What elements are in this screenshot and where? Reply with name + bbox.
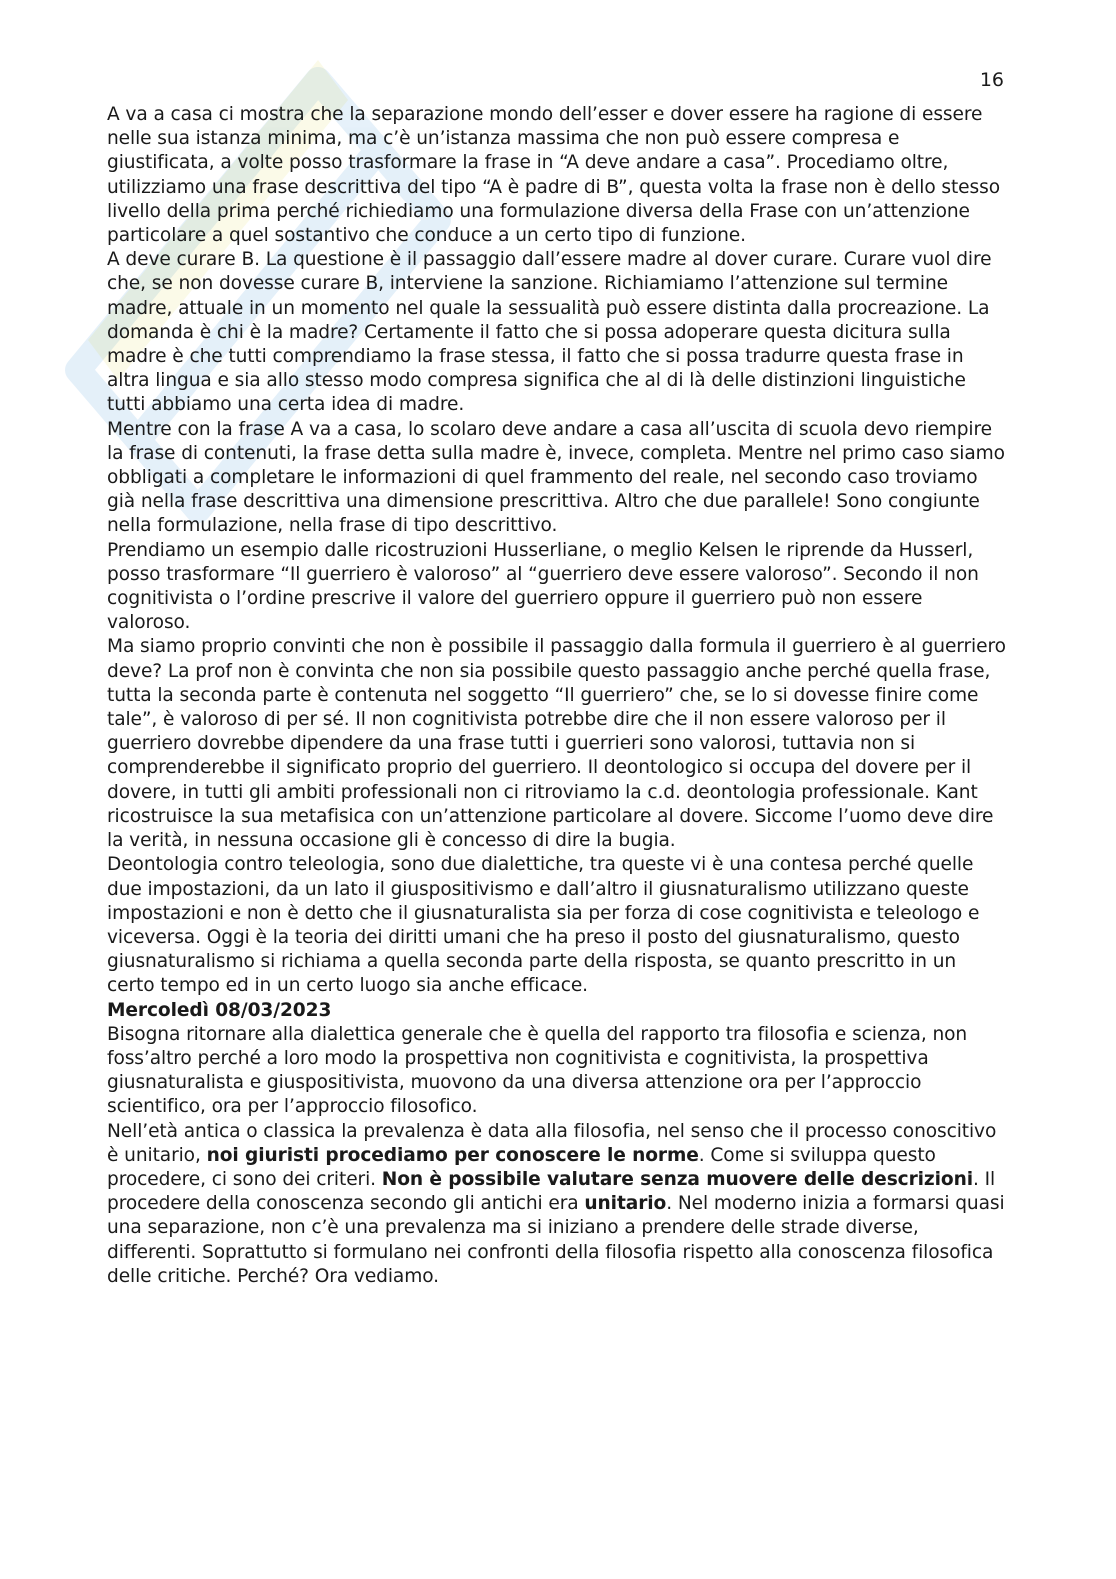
paragraph: Ma siamo proprio convinti che non è possibile il passaggio dalla formula il guerriero è al guerriero deve? La prof non è convinta che non sia possibile questo passaggio anche perché quella frase, tutta la seconda parte è contenuta nel soggetto “Il guerriero” che, se lo si dovesse finire come tale”, è valoroso di per sé. Il non cognitivista potrebbe dire che il non essere valoroso per il guerriero dovrebbe dipendere da una frase tutti i guerrieri sono valorosi, tuttavia non si comprenderebbe il significato proprio del guerriero. Il deontologico si occupa del dovere per il dovere, in tutti gli ambiti professionali non ci ritroviamo la c.d. deontologia professionale. Kant ricostruisce la sua metafisica con un’attenzione particolare al dovere. Siccome l’uomo deve dire la verità, in nessuna occasione gli è concesso di dire la bugia. (107, 636, 1006, 852)
text-run: Nell’età antica o classica la prevalenza è data alla filosofia, nel senso che il processo conoscitivo è unitario, (107, 1120, 997, 1166)
document-body (107, 103, 1007, 1289)
bold-text: Non è possibile valutare senza muovere delle descrizioni (381, 1168, 974, 1190)
paragraph: Deontologia contro teleologia, sono due dialettiche, tra queste vi è una contesa perché quelle due impostazioni, da un lato il giuspositivismo e dall’altro il giusnaturalismo utilizzano queste impostazioni e non è detto che il giusnaturalista sia per forza di cose cognitivista e teleologo e viceversa. Oggi è la teoria dei diritti umani che ha preso il posto del giusnaturalismo, questo giusnaturalismo si richiama a quella seconda parte della risposta, se quanto prescritto in un certo tempo ed in un certo luogo sia anche efficace. (107, 854, 980, 997)
paragraph (107, 1120, 1007, 1289)
section-heading: Mercoledì 08/03/2023 (107, 999, 332, 1021)
paragraph: Bisogna ritornare alla dialettica generale che è quella del rapporto tra filosofia e scienza, non foss’altro perché a loro modo la prospettiva non cognitivista e cognitivista, la prospettiva giusnaturalista e giuspositivista, muovono da una diversa attenzione ora per l’approccio scientifico, ora per l’approccio filosofico. (107, 1023, 968, 1118)
paragraph: Mentre con la frase A va a casa, lo scolaro deve andare a casa all’uscita di scuola devo riempire la frase di contenuti, la frase detta sulla madre è, invece, completa. Mentre nel primo caso siamo obbligati a completare le informazioni di quel frammento del reale, nel secondo caso troviamo già nella frase descrittiva una dimensione prescrittiva. Altro che due parallele! Sono congiunte nella formulazione, nella frase di tipo descrittivo. (107, 418, 1005, 537)
paragraph: Prendiamo un esempio dalle ricostruzioni Husserliane, o meglio Kelsen le riprende da Husserl, posso trasformare “Il guerriero è valoroso” al “guerriero deve essere valoroso”. Secondo il non cognitivista o l’ordine prescrive il valore del guerriero oppure il guerriero può non essere valoroso. (107, 539, 979, 634)
paragraph: A deve curare B. La questione è il passaggio dall’essere madre al dover curare. Curare vuol dire che, se non dovesse curare B, interviene la sanzione. Richiamiamo l’attenzione sul termine madre, attuale in un momento nel quale la sessualità può essere distinta dalla procreazione. La domanda è chi è la madre? Certamente il fatto che si possa adoperare questa dicitura sulla madre è che tutti comprendiamo la frase stessa, il fatto che si possa tradurre questa frase in altra lingua e sia allo stesso modo compresa significa che al di là delle distinzioni linguistiche tutti abbiamo una certa idea di madre. (107, 249, 992, 416)
bold-text: unitario (584, 1193, 667, 1215)
page-number: 16 (979, 69, 1004, 91)
text-run: . Il procedere della conoscenza secondo gli antichi era (107, 1168, 996, 1215)
text-run: . Nel moderno inizia a formarsi quasi una separazione, non c’è una prevalenza ma si iniziano a prendere delle strade diverse, differenti. Soprattutto si formulano nei confronti della filosofia rispetto alla conoscenza filosofica delle critiche. Perché? Ora vediamo. (107, 1193, 1005, 1287)
bold-text: noi giuristi procediamo per conoscere le norme (206, 1144, 699, 1166)
text-run: . Come si sviluppa questo procedere, ci sono dei criteri. (107, 1144, 936, 1190)
paragraph: A va a casa ci mostra che la separazione mondo dell’esser e dover essere ha ragione di essere nelle sua istanza minima, ma c’è un’istanza massima che non può essere compresa e giustificata, a volte posso trasformare la frase in “A deve andare a casa”. Procediamo oltre, utilizziamo una frase descrittiva del tipo “A è padre di B”, questa volta la frase non è dello stesso livello della prima perché richiediamo una formulazione diversa della Frase con un’attenzione particolare a quel sostantivo che conduce a un certo tipo di funzione. (107, 104, 1000, 247)
